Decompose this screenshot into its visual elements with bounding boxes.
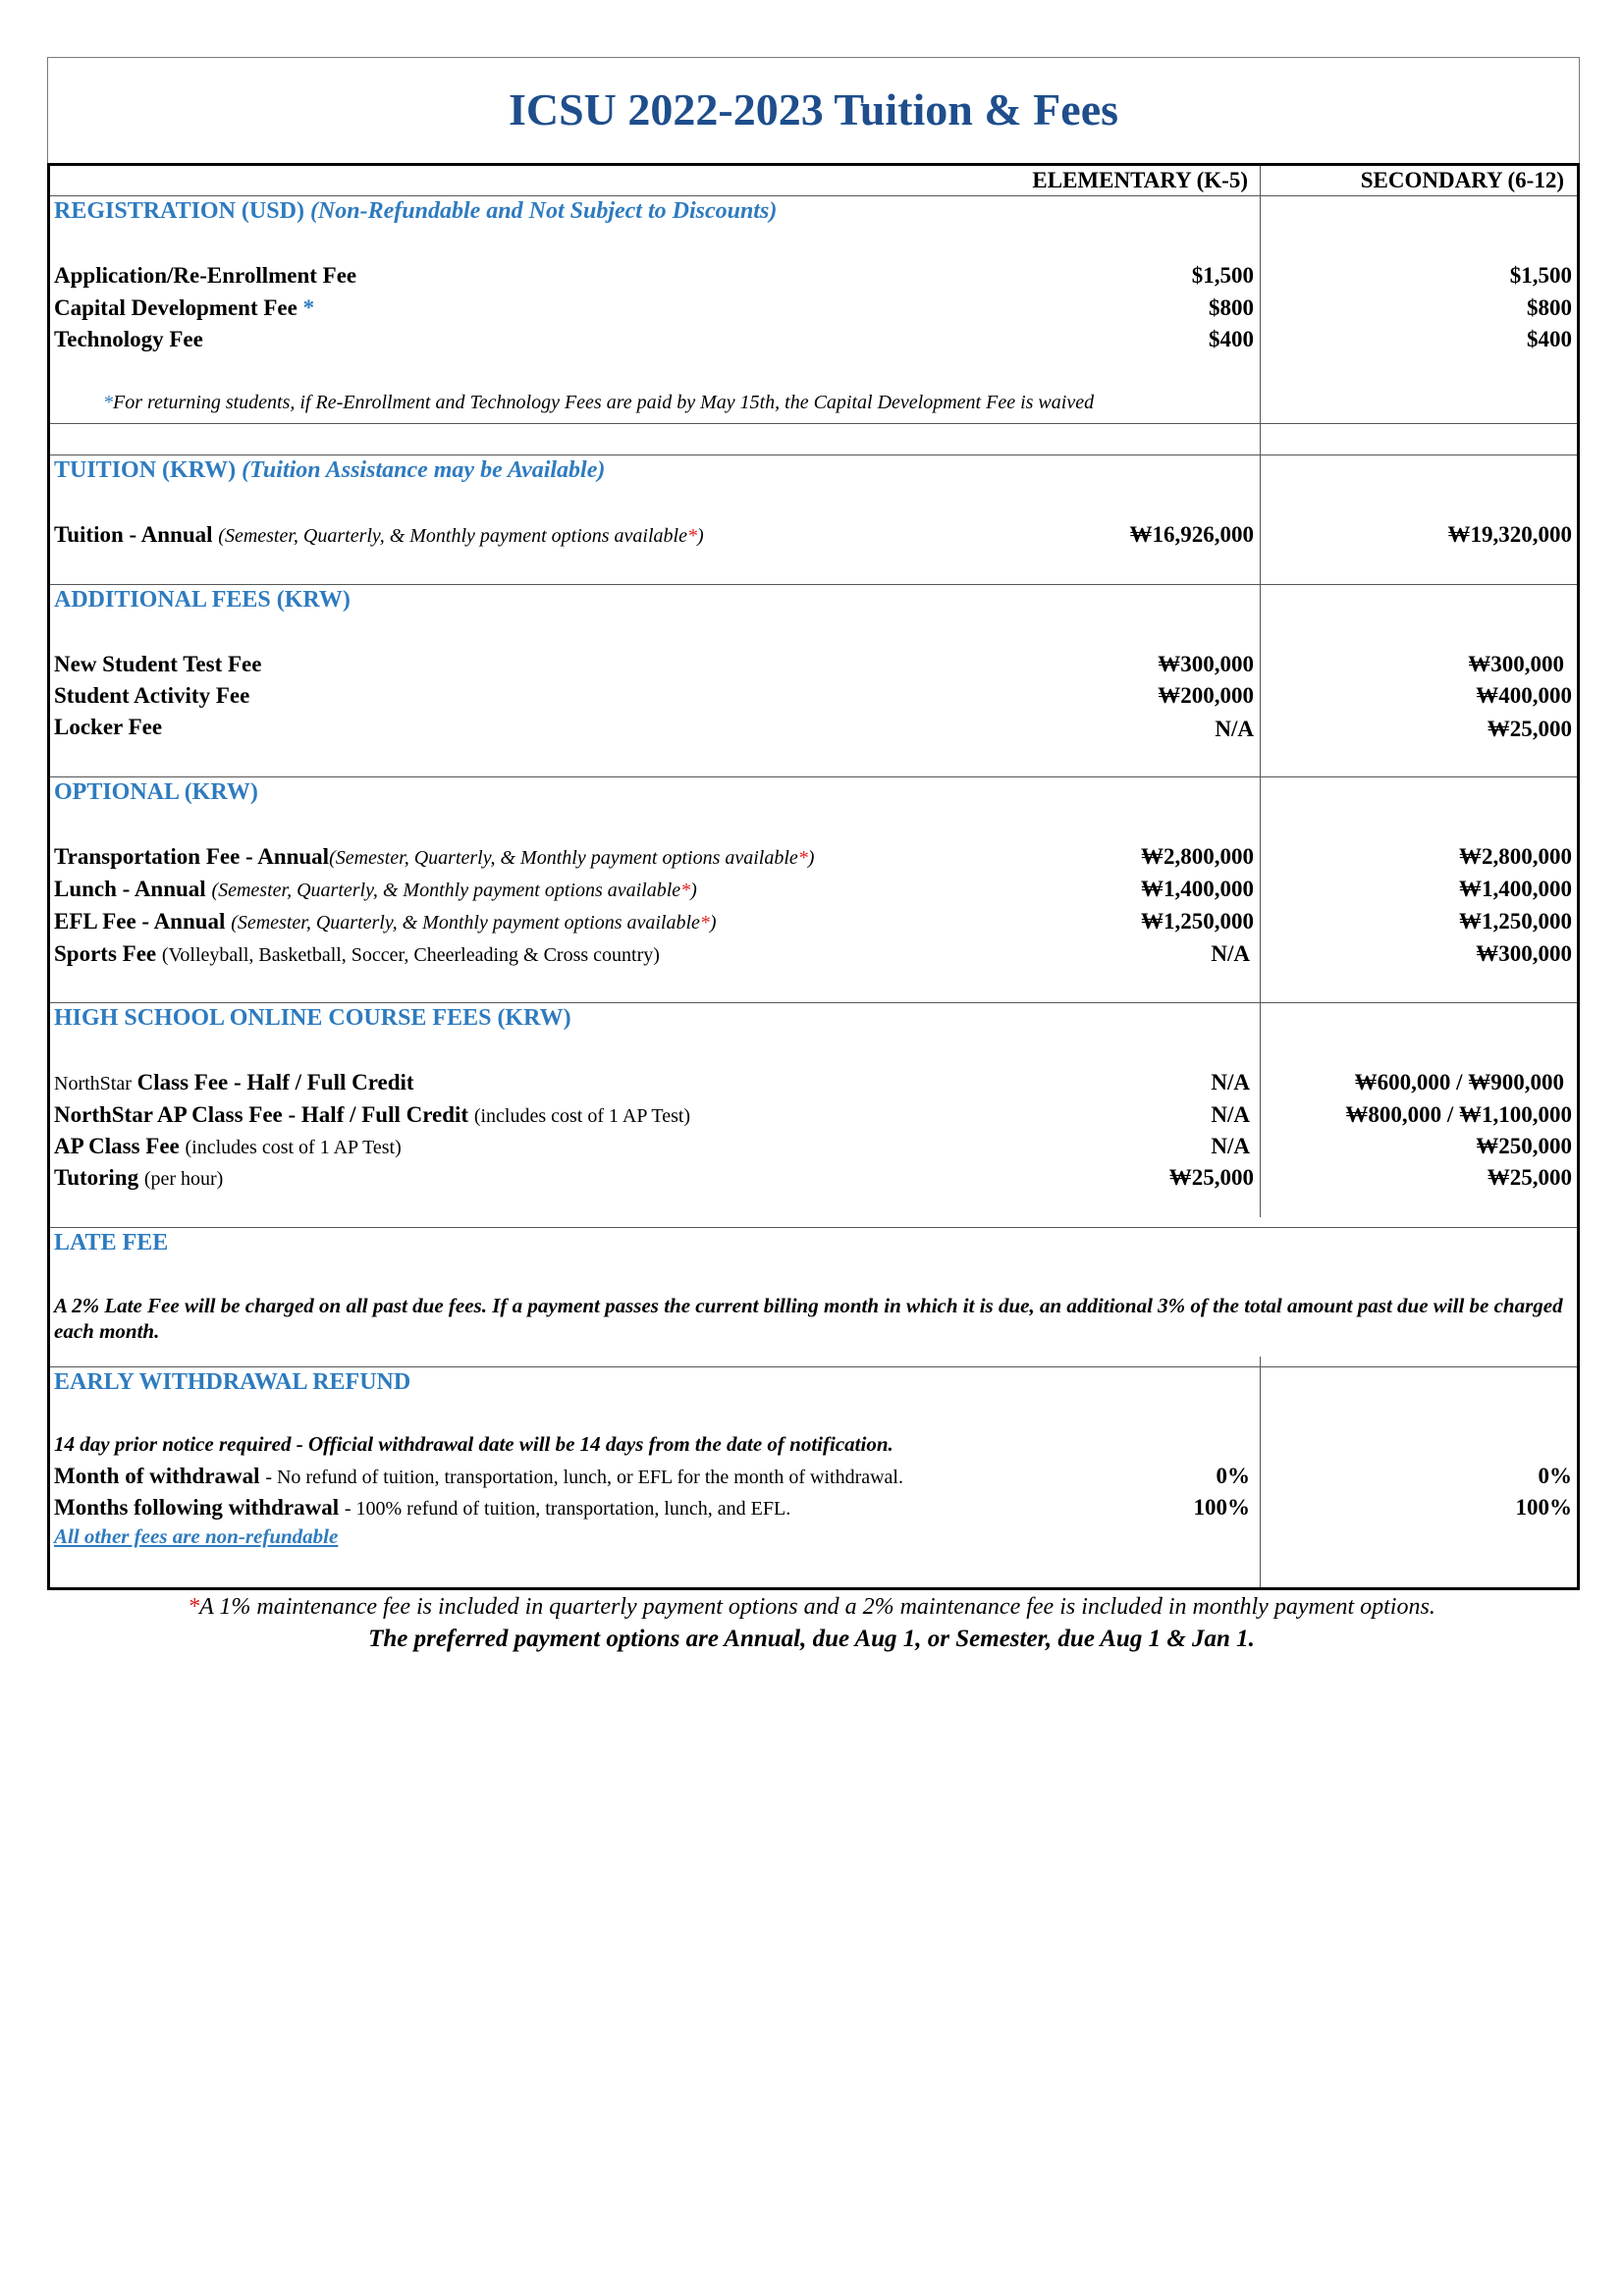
fee-detail: (Volleyball, Basketball, Soccer, Cheerleading & Cross country) — [161, 944, 660, 966]
fee-schedule — [47, 57, 1580, 1590]
fee-table — [47, 163, 1580, 1590]
section-rule — [50, 423, 1577, 424]
asterisk-mark: * — [699, 912, 710, 934]
optional-heading: OPTIONAL (KRW) — [54, 779, 258, 805]
tuition-heading — [54, 457, 605, 484]
fee-detail: (per hour) — [143, 1168, 224, 1190]
fee-detail: (includes cost of 1 AP Test) — [473, 1105, 691, 1127]
asterisk-mark: * — [103, 392, 113, 413]
non-refundable-link[interactable]: All other fees are non-refundable — [54, 1524, 339, 1548]
withdrawal-row-label — [54, 1495, 790, 1521]
tuition-heading-note: (Tuition Assistance may be Available) — [242, 457, 606, 483]
fee-label — [54, 295, 314, 321]
registration-heading-text: REGISTRATION (USD) — [54, 198, 304, 224]
withdrawal-heading: EARLY WITHDRAWAL REFUND — [54, 1369, 411, 1395]
asterisk-mark: * — [188, 1594, 200, 1620]
fee-value-secondary: ₩19,320,000 — [1447, 522, 1572, 547]
note-close: ) — [696, 525, 704, 547]
fee-label — [54, 1134, 402, 1159]
asterisk-mark: * — [680, 880, 691, 901]
online-course-heading: HIGH SCHOOL ONLINE COURSE FEES (KRW) — [54, 1005, 571, 1031]
fee-label — [54, 1070, 414, 1095]
fee-value-elementary: $800 — [1209, 295, 1254, 320]
fee-value-secondary: ₩1,400,000 — [1459, 877, 1572, 901]
fee-label-text: Class Fee - Half / Full Credit — [136, 1070, 414, 1095]
fee-value-elementary: $400 — [1209, 327, 1254, 351]
fee-value-elementary: ₩16,926,000 — [1129, 522, 1254, 547]
maintenance-fee-text: A 1% maintenance fee is included in quarterly payment options and a 2% maintenance fee is included in monthly payment options. — [199, 1594, 1435, 1620]
section-rule — [50, 776, 1577, 777]
fee-detail: - 100% refund of tuition, transportation, lunch, and EFL. — [344, 1498, 791, 1520]
fee-value-elementary: N/A — [1211, 941, 1250, 966]
fee-value-secondary: $1,500 — [1509, 263, 1572, 288]
payment-options-note: (Semester, Quarterly, & Monthly payment options available — [231, 912, 700, 934]
fee-label — [54, 522, 704, 548]
registration-heading — [54, 198, 777, 225]
fee-value-elementary: N/A — [1211, 1134, 1250, 1158]
provider-prefix: NorthStar — [54, 1073, 132, 1095]
fee-value-elementary: ₩300,000 — [1158, 652, 1254, 676]
withdrawal-row-label — [54, 1464, 903, 1489]
fee-label: Application/Re-Enrollment Fee — [54, 263, 357, 288]
fee-label-text: Transportation Fee - Annual — [54, 844, 330, 869]
payment-options-note: (Semester, Quarterly, & Monthly payment options available — [211, 880, 681, 901]
column-header-elementary: ELEMENTARY (K-5) — [1032, 168, 1248, 192]
payment-options-note: (Semester, Quarterly, & Monthly payment options available — [329, 847, 798, 869]
note-close: ) — [807, 847, 815, 869]
fee-label-text: Tuition - Annual — [54, 522, 213, 547]
registration-heading-note: (Non-Refundable and Not Subject to Discounts) — [309, 198, 778, 224]
column-header-secondary: SECONDARY (6-12) — [1360, 168, 1564, 192]
fee-label-text: NorthStar AP Class Fee - Half / Full Credit — [54, 1102, 469, 1127]
note-close: ) — [709, 912, 717, 934]
fee-value-elementary: N/A — [1215, 717, 1254, 741]
fee-value-secondary: $400 — [1527, 327, 1572, 351]
fee-label — [54, 941, 660, 967]
fee-value-elementary: ₩200,000 — [1158, 683, 1254, 708]
fee-label-text: Sports Fee — [54, 941, 157, 966]
additional-fees-heading: ADDITIONAL FEES (KRW) — [54, 587, 351, 613]
fee-value-secondary: ₩1,250,000 — [1459, 909, 1572, 934]
section-rule — [50, 584, 1577, 585]
fee-value-secondary: ₩600,000 / ₩900,000 — [1354, 1070, 1564, 1095]
fee-value-secondary: ₩2,800,000 — [1459, 844, 1572, 869]
fee-label: New Student Test Fee — [54, 652, 262, 676]
fee-value-elementary: ₩1,250,000 — [1141, 909, 1254, 934]
refund-value-elementary: 100% — [1193, 1495, 1250, 1520]
section-rule — [50, 1227, 1577, 1228]
asterisk-mark: * — [686, 525, 697, 547]
fee-value-elementary: $1,500 — [1191, 263, 1254, 288]
payment-options-note: (Semester, Quarterly, & Monthly payment options available — [218, 525, 687, 547]
tuition-heading-text: TUITION (KRW) — [54, 457, 237, 483]
section-rule — [50, 1366, 1577, 1367]
fee-value-secondary: ₩25,000 — [1487, 717, 1572, 741]
fee-label-text: EFL Fee - Annual — [54, 909, 226, 934]
refund-value-elementary: 0% — [1216, 1464, 1250, 1488]
registration-footnote — [103, 392, 1094, 414]
fee-value-elementary: ₩2,800,000 — [1141, 844, 1254, 869]
header-rule — [50, 195, 1577, 196]
late-fee-text: A 2% Late Fee will be charged on all past due fees. If a payment passes the current billing month in which it is due, an additional 3% of the total amount past due will be charged each month. — [54, 1294, 1563, 1343]
fee-value-elementary: ₩25,000 — [1168, 1165, 1254, 1190]
refund-value-secondary: 0% — [1538, 1464, 1572, 1488]
fee-value-secondary: $800 — [1527, 295, 1572, 320]
fee-label-text: Months following withdrawal — [54, 1495, 340, 1520]
fee-value-elementary: ₩1,400,000 — [1141, 877, 1254, 901]
fee-label-text: Tutoring — [54, 1165, 139, 1190]
fee-label-text: AP Class Fee — [54, 1134, 180, 1158]
fee-detail: - No refund of tuition, transportation, lunch, or EFL for the month of withdrawal. — [265, 1467, 903, 1488]
fee-label — [54, 1102, 690, 1128]
asterisk-mark: * — [302, 295, 315, 320]
fee-detail: (includes cost of 1 AP Test) — [185, 1137, 402, 1158]
page-title: ICSU 2022-2023 Tuition & Fees — [508, 84, 1119, 134]
fee-label: Technology Fee — [54, 327, 203, 351]
fee-value-elementary: N/A — [1211, 1102, 1250, 1127]
section-rule — [50, 1002, 1577, 1003]
fee-value-secondary: ₩25,000 — [1487, 1165, 1572, 1190]
fee-label-text: Lunch - Annual — [54, 877, 206, 901]
fee-label — [54, 844, 814, 870]
fee-label-text: Month of withdrawal — [54, 1464, 260, 1488]
asterisk-mark: * — [797, 847, 808, 869]
refund-value-secondary: 100% — [1515, 1495, 1572, 1520]
fee-value-secondary: ₩400,000 — [1476, 683, 1572, 708]
title-box — [47, 57, 1580, 163]
fee-value-secondary: ₩300,000 — [1468, 652, 1564, 676]
fee-label: Student Activity Fee — [54, 683, 250, 708]
fee-label-text: Capital Development Fee — [54, 295, 298, 320]
fee-value-secondary: ₩250,000 — [1476, 1134, 1572, 1158]
registration-footnote-text: For returning students, if Re-Enrollment and Technology Fees are paid by May 15th, the Capital Development Fee is waived — [113, 392, 1095, 413]
fee-label: Locker Fee — [54, 715, 163, 739]
note-close: ) — [690, 880, 697, 901]
fee-value-secondary: ₩300,000 — [1476, 941, 1572, 966]
preferred-payment-note: The preferred payment options are Annual, due Aug 1, or Semester, due Aug 1 & Jan 1. — [368, 1626, 1255, 1652]
maintenance-fee-note — [0, 1594, 1623, 1621]
late-fee-heading: LATE FEE — [54, 1230, 169, 1255]
withdrawal-notice: 14 day prior notice required - Official withdrawal date will be 14 days from the date of notification. — [54, 1432, 893, 1456]
fee-label — [54, 877, 697, 902]
fee-value-elementary: N/A — [1211, 1070, 1250, 1095]
fee-label — [54, 1165, 223, 1191]
fee-label — [54, 909, 717, 934]
fee-value-secondary: ₩800,000 / ₩1,100,000 — [1345, 1102, 1572, 1127]
section-rule — [50, 454, 1577, 455]
